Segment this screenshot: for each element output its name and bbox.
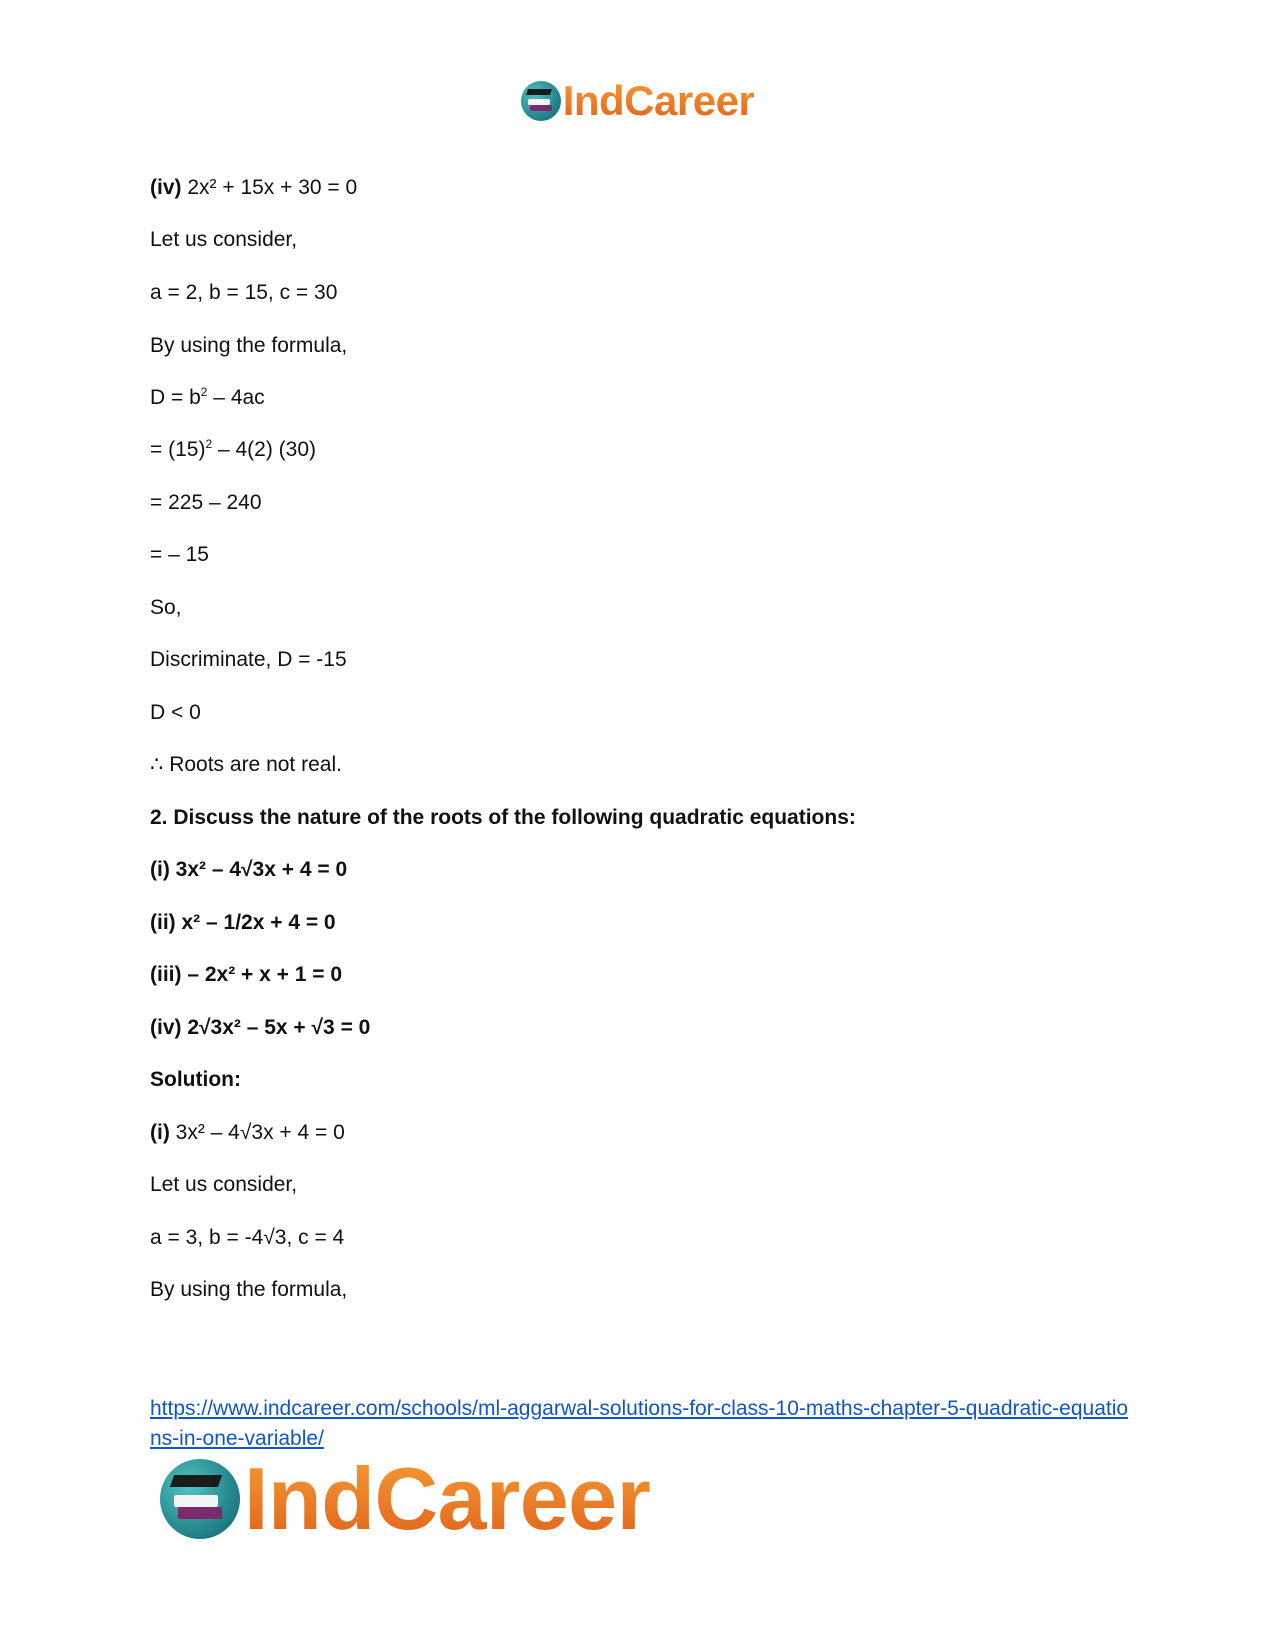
solution-heading: Solution: xyxy=(150,1068,241,1091)
text-line: = – 15 xyxy=(150,543,209,566)
logo-text: IndCareer xyxy=(244,1449,651,1548)
text-line: By using the formula, xyxy=(150,1278,348,1301)
formula-line: = $(15)^2 - 4(2)$ (30) xyxy=(150,437,317,461)
question-item: (ii) x² – 1/2x + 4 = 0 xyxy=(150,911,336,934)
text-line: = 225 – 240 xyxy=(150,491,262,514)
graduation-books-icon xyxy=(160,1459,240,1539)
graduation-books-icon xyxy=(521,81,561,121)
source-link[interactable]: https://www.indcareer.com/schools/ml-aggarwal-solutions-for-class-10-maths-chapter-5-quadratic-equations-in-one-variable/ xyxy=(150,1397,1129,1450)
text-line: a = 2, b = 15, c = 30 xyxy=(150,281,338,304)
question-item: (iv) 2√3x² – 5x + √3 = 0 xyxy=(150,1016,371,1039)
logo-text: IndCareer xyxy=(562,77,755,124)
header-logo xyxy=(0,77,1275,124)
text-line: By using the formula, xyxy=(150,334,348,357)
text-line: Let us consider, xyxy=(150,228,298,251)
text-line: (i) 3x² – 4√3x + 4 = 0 xyxy=(150,1121,345,1144)
text-line: D < 0 xyxy=(150,701,201,724)
question-item: (i) 3x² – 4√3x + 4 = 0 xyxy=(150,858,348,881)
text-line: Let us consider, xyxy=(150,1173,298,1196)
formula-line: $D = b^2 - 4ac$ xyxy=(150,385,265,409)
question-item: (iii) – 2x² + x + 1 = 0 xyxy=(150,963,343,986)
text-line: So, xyxy=(150,596,182,619)
text-line: ∴ Roots are not real. xyxy=(150,753,342,776)
footer-logo xyxy=(160,1449,651,1548)
question-heading: 2. Discuss the nature of the roots of the following quadratic equations: xyxy=(150,806,856,829)
text-line: Discriminate, D = -15 xyxy=(150,648,347,671)
indcareer-logo xyxy=(521,77,755,124)
text-line: a = 3, b = -4√3, c = 4 xyxy=(150,1226,345,1249)
text-line: (iv) 2x² + 15x + 30 = 0 xyxy=(150,176,358,199)
indcareer-logo-large xyxy=(160,1449,651,1548)
